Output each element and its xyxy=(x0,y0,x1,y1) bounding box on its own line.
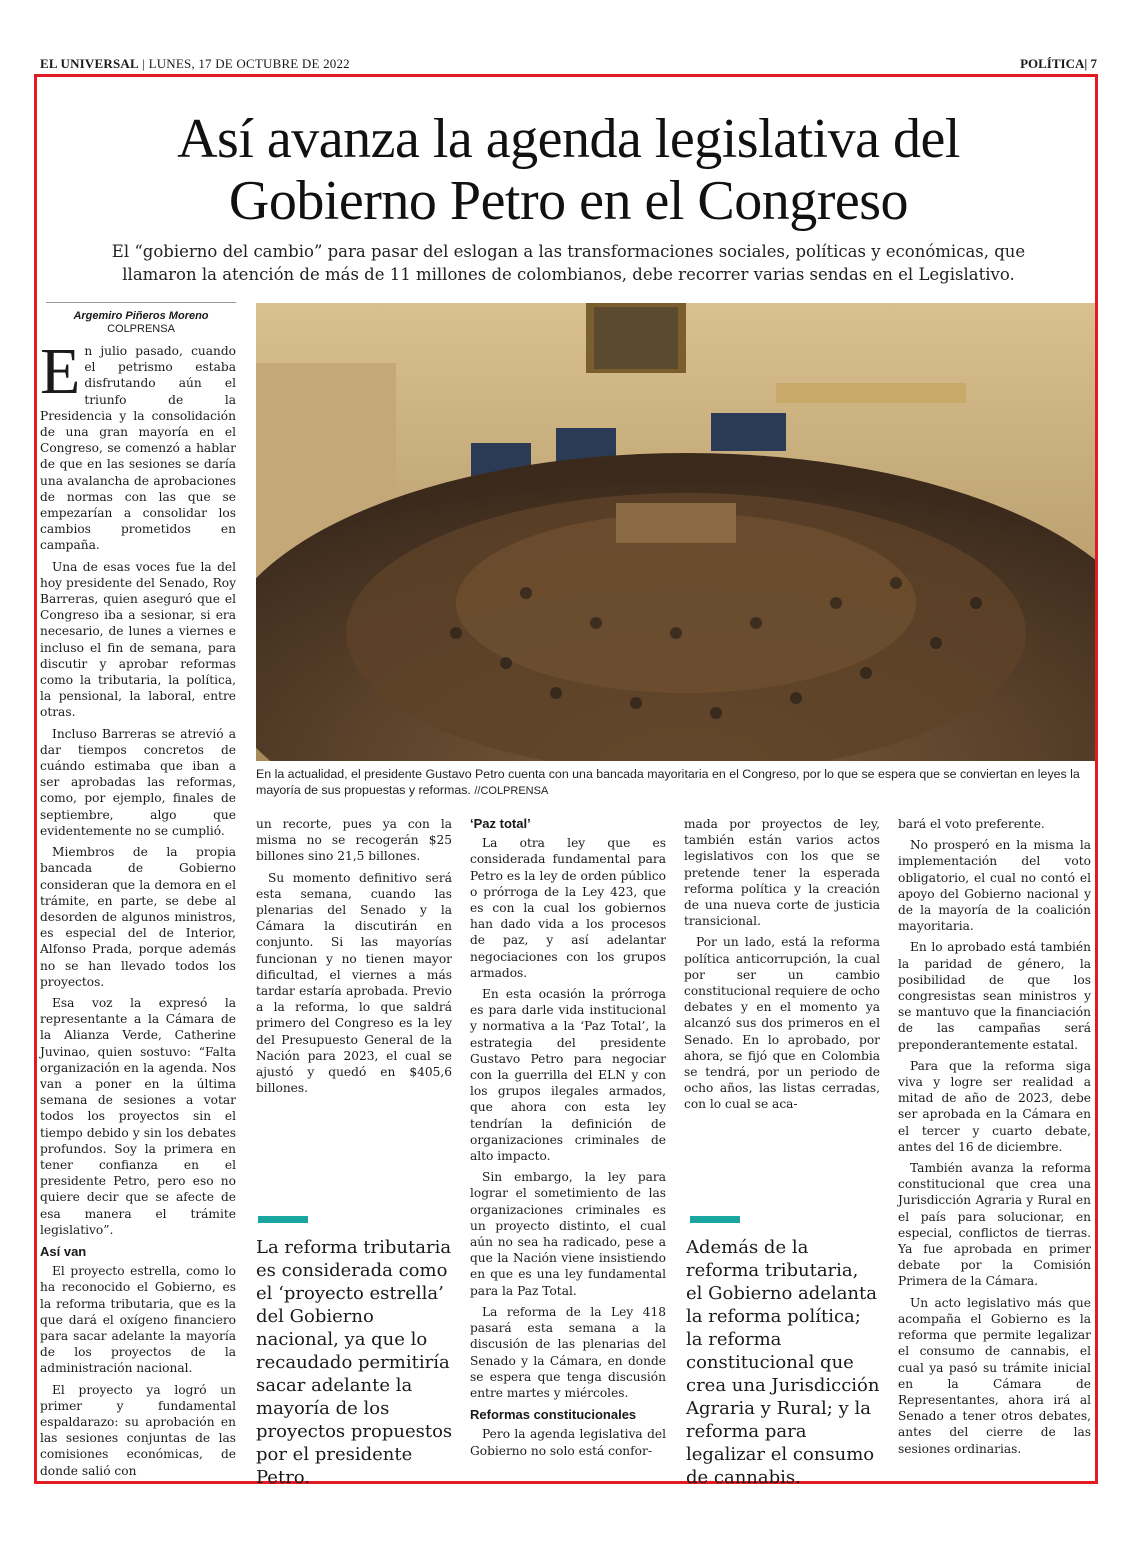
paragraph: En lo aprobado está también la paridad de género, la posibilidad de que los congresistas sean ministros y se mantuvo que la financiación de las campañas será preponderantemente estatal. xyxy=(898,940,1091,1052)
masthead: EL UNIVERSAL | LUNES, 17 DE OCTUBRE DE 2022 xyxy=(40,56,350,71)
column-4 xyxy=(684,816,880,1118)
caption-text: En la actualidad, el presidente Gustavo Petro cuenta con una bancada mayoritaria en el Congreso, por lo que se espera que se conviertan en leyes la mayoría de sus propuestas y reformas. xyxy=(256,767,1080,797)
column-1 xyxy=(40,335,236,1484)
section-label: POLÍTICA| 7 xyxy=(1020,56,1097,71)
paragraph: En esta ocasión la prórroga es para darle vida institucional y normativa a la ‘Paz Total’, la estrategia del presidente Gustavo Petro para negociar con la guerrilla del ELN y con los grupos ilegales armados, que ahora con esta ley tendrían la definición de organizaciones criminales de alto impacto. xyxy=(470,987,666,1164)
paragraph: El proyecto estrella, como lo ha reconocido el Gobierno, es la reforma tributaria, que es la que dará el oxígeno financiero para sacar adelante la mayoría de los proyectos de la administración nacional. xyxy=(40,1264,236,1376)
paragraph: No prosperó en la misma la implementación del voto obligatorio, el cual no contó el apoyo del Gobierno nacional y de la mayoría de la coalición mayoritaria. xyxy=(898,838,1091,934)
section-name: POLÍTICA xyxy=(1020,56,1085,71)
paragraph: La otra ley que es considerada fundamental para Petro es la ley de orden público o prórroga de la Ley 423, que es con la cual los gobiernos han dado vida a los procesos de paz, y así adelantar negociaciones con los grupos armados. xyxy=(470,836,666,980)
pull-quote-1: La reforma tributaria es considerada como el ‘proyecto estrella’ del Gobierno nacional, ya que lo recaudado permitiría sacar adelante la mayoría de los proyectos propuestos por el presidente Petro. xyxy=(256,1237,453,1488)
byline-rule xyxy=(46,302,236,303)
subhead-asi-van: Así van xyxy=(40,1243,87,1259)
pull-quote-bar-2 xyxy=(690,1216,740,1223)
dropcap: E xyxy=(40,335,81,408)
paragraph: Miembros de la propia bancada de Gobierno consideran que la demora en el trámite, en parte, se debe al desorden de algunos ministros, es especial del de Interior, Alfonso Prada, porque además no se han llevado todos los proyectos. xyxy=(40,845,236,989)
paragraph: La reforma de la Ley 418 pasará esta semana a la discusión de las plenarias del Senado y la Cámara, en donde se espera que tenga discusión entre martes y miércoles. xyxy=(470,1304,666,1400)
column-5 xyxy=(898,816,1091,1462)
column-3 xyxy=(470,816,666,1464)
headline xyxy=(60,108,1077,232)
paragraph: El proyecto ya logró un primer y fundamental espaldarazo: su aprobación en las sesiones conjuntas de las comisiones económicas, de donde salió con xyxy=(40,1382,236,1478)
photo-credit: //COLPRENSA xyxy=(474,785,549,797)
paragraph: Un acto legislativo más que acompaña el Gobierno es la reforma que permite legalizar el consumo de cannabis, el cual ya pasó su trámite inicial en la Cámara de Representantes, ahora irá al Senado a tener otros debates, antes del cierre de las sesiones ordinarias. xyxy=(898,1295,1091,1456)
page-number: 7 xyxy=(1090,56,1097,71)
paragraph: Para que la reforma siga viva y logre ser realidad a mitad de año de 2023, debe ser aprobada en la Cámara en el tercer y cuarto debate, antes del 16 de diciembre. xyxy=(898,1058,1091,1154)
pull-quote-2: Además de la reforma tributaria, el Gobierno adelanta la reforma política; la reforma constitucional que crea una Jurisdicción Agraria y Rural; y la reforma para legalizar el consumo de cannabis. xyxy=(686,1237,880,1488)
paragraph: bará el voto preferente. xyxy=(898,817,1045,831)
author: Argemiro Piñeros Moreno xyxy=(73,310,209,322)
paragraph: Pero la agenda legislativa del Gobierno no solo está confor- xyxy=(470,1427,666,1458)
paragraph: Su momento definitivo será esta semana, cuando las plenarias del Senado y la Cámara la discutirán en conjunto. Si las mayorías funcionan y no tienen mayor dificultad, el viernes a más tardar estaría aprobada. Previo a la reforma, lo que saldrá primero del Congreso es la ley del Presupuesto General de la Nación para 2023, el cual se ajustó y quedó en $405,6 billones. xyxy=(256,870,452,1096)
subhead-paz-total: ‘Paz total’ xyxy=(470,816,531,831)
paragraph: Por un lado, está la reforma política anticorrupción, la cual por ser un cambio constitucional requiere de ocho debates y en el momento ya alcanzó sus dos primeros en el Senado. En lo aprobado, por ahora, se fijó que en Colombia se tendrá, por un periodo de ocho años, las listas cerradas, con lo cual se aca- xyxy=(684,935,880,1112)
paragraph: un recorte, pues ya con la misma no se recogerán $25 billones sino 21,5 billones. xyxy=(256,817,452,864)
deck: El “gobierno del cambio” para pasar del eslogan a las transformaciones sociales, políticas y económicas, que llamaron la atención de más de 11 millones de colombianos, debe recorrer varias sendas en el Legislativo. xyxy=(111,242,1026,284)
issue-date: LUNES, 17 DE OCTUBRE DE 2022 xyxy=(148,56,350,71)
subhead-reformas-constitucionales: Reformas constitucionales xyxy=(470,1407,637,1423)
pull-quote-bar-1 xyxy=(258,1216,308,1223)
agency: COLPRENSA xyxy=(107,323,175,335)
paragraph: Incluso Barreras se atrevió a dar tiempos concretos de cuándo estimaba que iban a ser aprobadas las reformas, como, por ejemplo, finales de septiembre, algo que evidentemente no se cumplió. xyxy=(40,726,236,838)
paragraph: Una de esas voces fue la del hoy presidente del Senado, Roy Barreras, quien aseguró que el Congreso iba a sesionar, si era necesario, de lunes a viernes e incluso el fin de semana, para discutir y aprobar reformas como la tributaria, la política, la pensional, la laboral, entre otras. xyxy=(40,559,236,720)
paragraph: mada por proyectos de ley, también están varios actos legislativos con los que se pretende tener la esperada reforma política y la creación de una nueva corte de justicia transicional. xyxy=(684,817,880,929)
byline xyxy=(46,310,236,336)
congress-chamber-photo xyxy=(256,303,1095,761)
paragraph: Sin embargo, la ley para lograr el sometimiento de las organizaciones criminales es un proyecto distinto, el cual aún no sea ha radicado, pese a que la Nación viene insistiendo en que es una ley fundamental para la Paz Total. xyxy=(470,1170,666,1298)
paragraph: También avanza la reforma constitucional que crea una Jurisdicción Agraria y Rural en el país para solucionar, en especial, conflictos de tierras. Ya fue aprobada en primer debate por la Comisión Primera de la Cámara. xyxy=(898,1161,1091,1289)
photo-caption xyxy=(256,766,1095,799)
headline-line-2: Gobierno Petro en el Congreso xyxy=(228,170,909,232)
headline-line-1: Así avanza la agenda legislativa del xyxy=(177,108,960,170)
paper-name: EL UNIVERSAL xyxy=(40,56,139,71)
lead-paragraph: En julio pasado, cuando el petrismo estaba disfrutando aún el triunfo de la Presidencia y la consolidación de una gran mayoría en el Congreso, se comenzó a hablar de que en las sesiones se daría una avalancha de aprobaciones de normas con las que se empezarían a consolidar los cambios prometidos en campaña. xyxy=(40,335,236,553)
column-2 xyxy=(256,816,452,1101)
paragraph: Esa voz la expresó la representante a la Cámara de la Alianza Verde, Catherine Juvinao, quien sostuvo: “Falta organización en la agenda. Nos van a poner en la última semana de sesiones a votar todos los proyectos sin el tiempo debido y sin los debates profundos. Soy la primera en tener confianza en el presidente Petro, pero eso no quiere decir que se afecte de esa manera el trámite legislativo”. xyxy=(40,995,236,1237)
